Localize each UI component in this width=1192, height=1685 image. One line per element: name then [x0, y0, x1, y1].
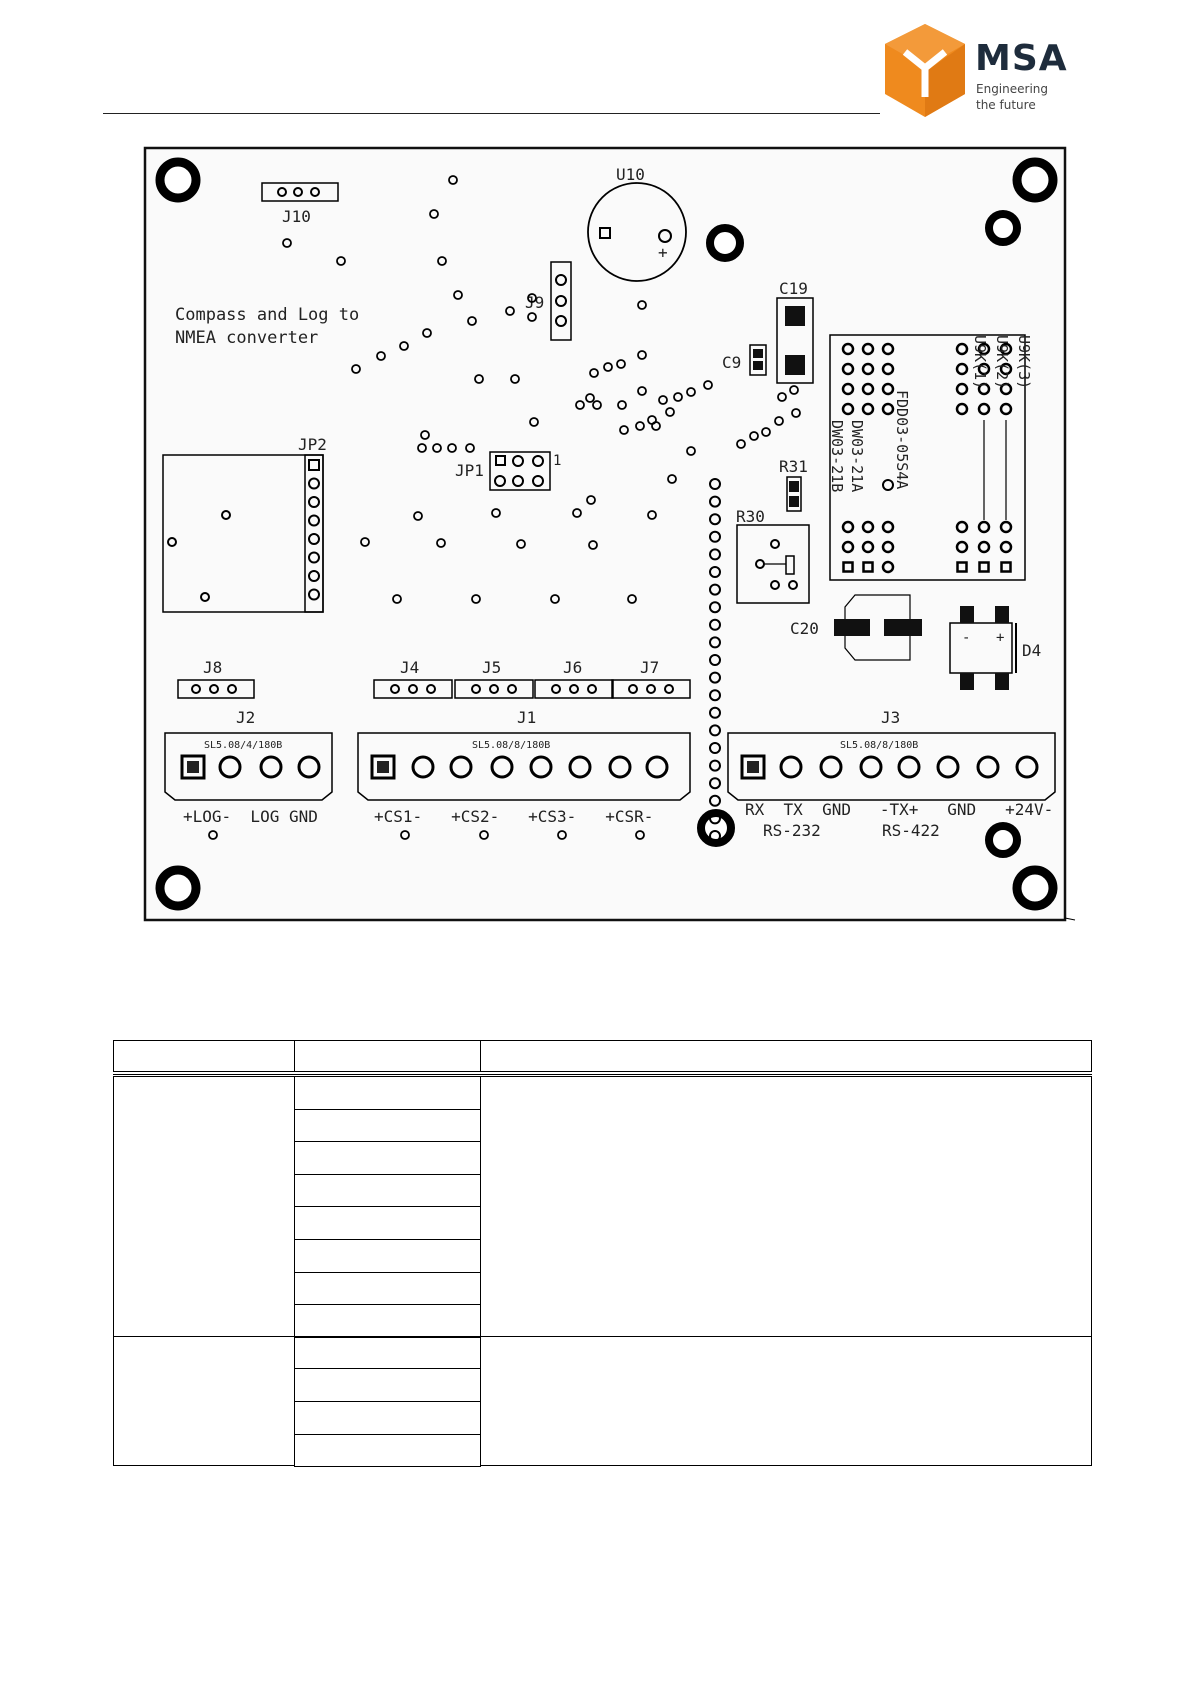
model-j1: SL5.08/8/180B: [472, 740, 551, 751]
label-j9: J9: [525, 293, 545, 312]
label-j1: J1: [517, 708, 537, 727]
terminal-pin-pad: [377, 761, 389, 773]
label-j3: J3: [881, 708, 901, 727]
label-jp1: JP1: [455, 461, 484, 480]
pins-j3: RX TX GND -TX+ GND +24V-: [745, 800, 1054, 819]
label-r31: R31: [779, 457, 808, 476]
table-cell: [480, 1076, 1092, 1337]
table-cell: [294, 1336, 481, 1370]
table-cell: [294, 1141, 481, 1175]
label-c20: C20: [790, 619, 819, 638]
table-cell: [294, 1076, 481, 1110]
table-header-cell: [294, 1040, 481, 1072]
model-j3: SL5.08/8/180B: [840, 740, 919, 751]
label-dw21b: DW03-21B: [828, 420, 846, 493]
table-cell: [294, 1304, 481, 1338]
model-j2: SL5.08/4/180B: [204, 740, 283, 751]
table-header-cell: [113, 1040, 295, 1072]
table-header-rule: [113, 1074, 1092, 1075]
label-j10: J10: [282, 207, 311, 226]
pins-j2: +LOG- LOG GND: [183, 807, 318, 826]
table-cell: [480, 1336, 1092, 1466]
label-jp1-pin: 1: [553, 453, 562, 469]
board-title-2: NMEA converter: [175, 328, 319, 348]
table-cell: [113, 1336, 295, 1466]
label-rs422: RS-422: [882, 821, 940, 840]
logo-tagline-2: the future: [976, 98, 1036, 112]
u10-plus: +: [658, 243, 668, 262]
table-cell: [294, 1174, 481, 1208]
table-cell: [113, 1076, 295, 1337]
label-c19: C19: [779, 279, 808, 298]
label-j4: J4: [400, 658, 420, 677]
label-j7: J7: [640, 658, 660, 677]
table-cell: [294, 1206, 481, 1240]
table-header-cell: [480, 1040, 1092, 1072]
label-u9k1: U9K(1): [971, 335, 989, 390]
pins-j1: +CS1- +CS2- +CS3- +CSR-: [374, 807, 654, 826]
label-j5: J5: [482, 658, 502, 677]
table-cell: [294, 1239, 481, 1273]
terminal-pin-pad: [747, 761, 759, 773]
label-c9: C9: [722, 353, 742, 372]
table-cell: [294, 1272, 481, 1306]
board-title-1: Compass and Log to: [175, 305, 360, 325]
label-r30: R30: [736, 507, 765, 526]
label-j2: J2: [236, 708, 256, 727]
d4-minus: -: [962, 630, 971, 646]
label-d4: D4: [1022, 641, 1042, 660]
label-jp2: JP2: [298, 435, 327, 454]
d4-plus: +: [996, 630, 1005, 646]
table-cell: [294, 1434, 481, 1468]
label-u9k2: U9K(2): [993, 335, 1011, 390]
table-cell: [294, 1401, 481, 1435]
pinout-table: [113, 1040, 1092, 1468]
label-rs232: RS-232: [763, 821, 821, 840]
label-u9k3: U9K(3): [1015, 335, 1033, 390]
terminal-pin-pad: [187, 761, 199, 773]
table-cell: [294, 1109, 481, 1143]
label-dw21a: DW03-21A: [848, 420, 866, 493]
label-j8: J8: [203, 658, 223, 677]
logo-text: MSA: [975, 38, 1068, 79]
label-j6: J6: [563, 658, 583, 677]
table-cell: [294, 1368, 481, 1402]
label-fdd: FDD03-05S4A: [893, 390, 911, 490]
logo-tagline-1: Engineering: [976, 82, 1048, 96]
label-u10: U10: [616, 165, 645, 184]
